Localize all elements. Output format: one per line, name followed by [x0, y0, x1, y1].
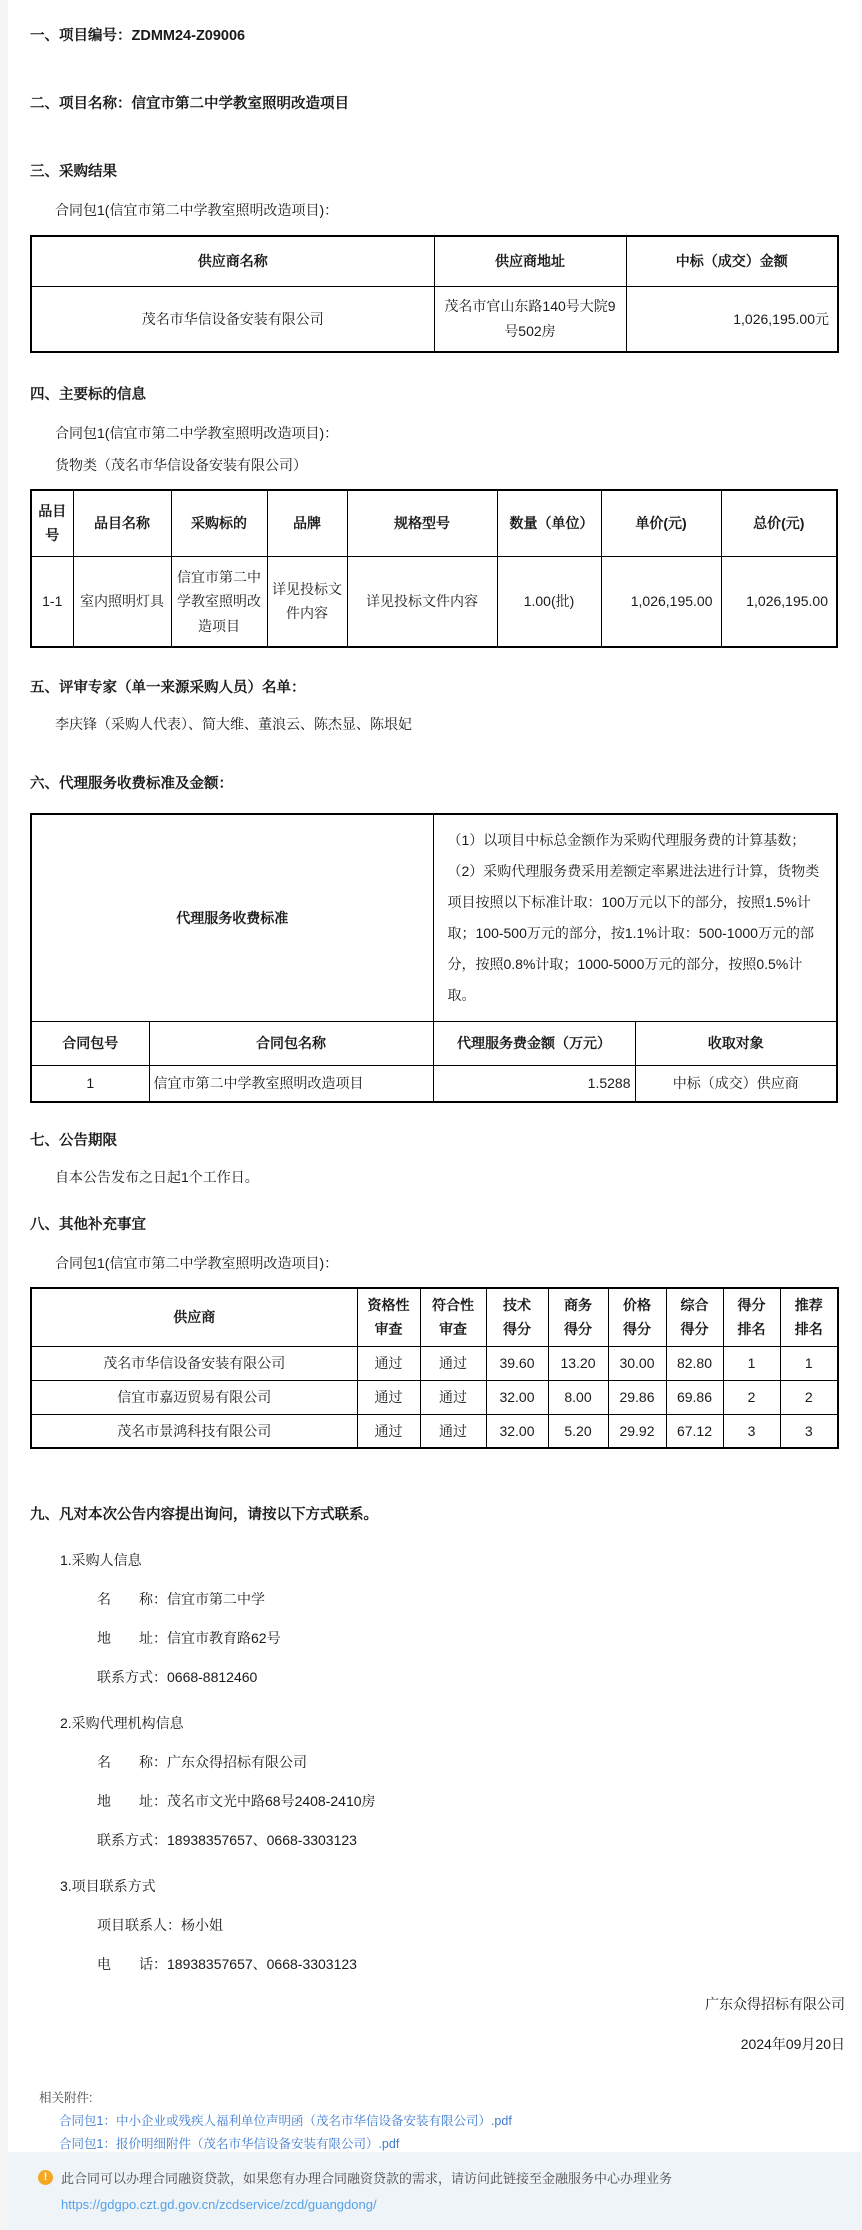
signature-company: 广东众得招标有限公司	[705, 1996, 845, 2012]
fee-payer-cell: 中标（成交）供应商	[635, 1066, 837, 1102]
conformity-cell: 通过	[420, 1346, 486, 1380]
col-header-fee-amount: 代理服务费金额（万元）	[433, 1022, 635, 1066]
col-header-item-name: 品目名称	[73, 490, 171, 556]
col-header-total-price: 总价(元)	[721, 490, 837, 556]
col-header-recommend-rank: 推荐排名	[780, 1288, 838, 1347]
business-score-cell: 5.20	[548, 1414, 608, 1448]
item-name-cell: 室内照明灯具	[73, 556, 171, 647]
package-label: 合同包1(信宜市第二中学教室照明改造项目)：	[55, 1254, 339, 1271]
section-5-heading-experts: 五、评审专家（单一来源采购人员）名单：	[30, 680, 306, 696]
package-label: 合同包1(信宜市第二中学教室照明改造项目)：	[55, 425, 339, 441]
col-header-supplier: 供应商	[31, 1288, 357, 1347]
fee-amount-cell: 1.5288	[433, 1066, 635, 1102]
section-2-heading-project-name: 二、项目名称：信宜市第二中学教室照明改造项目	[30, 96, 349, 112]
attachment-link-declaration-pdf[interactable]: 合同包1：中小企业或残疾人福利单位声明函（茂名市华信设备安装有限公司）.pdf	[59, 2114, 512, 2128]
award-result-table	[30, 235, 839, 353]
col-header-conformity-review: 符合性审查	[420, 1288, 486, 1347]
supplier-name-cell: 茂名市华信设备安装有限公司	[31, 1346, 357, 1380]
total-price-cell: 1,026,195.00	[721, 556, 837, 647]
attachments-label: 相关附件:	[39, 2091, 93, 2105]
table-row	[31, 286, 838, 352]
finance-service-footer	[0, 2152, 862, 2230]
item-no-cell: 1-1	[31, 556, 73, 647]
purchaser-info-title: 1.采购人信息	[60, 1552, 142, 1568]
section-1-heading-project-number: 一、项目编号：ZDMM24-Z09006	[30, 28, 246, 44]
price-score-cell: 29.86	[608, 1380, 666, 1414]
section-6-heading-agency-fee: 六、代理服务收费标准及金额：	[30, 776, 233, 792]
col-header-package-name: 合同包名称	[149, 1022, 433, 1066]
agency-info-title: 2.采购代理机构信息	[60, 1715, 184, 1731]
agency-name: 名 称：广东众得招标有限公司	[97, 1754, 307, 1770]
qualification-cell: 通过	[357, 1346, 420, 1380]
supplier-name-cell: 信宜市嘉迈贸易有限公司	[31, 1380, 357, 1414]
section-8-heading-supplementary: 八、其他补充事宜	[30, 1216, 146, 1233]
supplier-address-cell: 茂名市官山东路140号大院9号502房	[434, 286, 626, 352]
total-score-cell: 67.12	[666, 1414, 723, 1448]
warning-icon: !	[38, 2170, 53, 2185]
col-header-fee-payer: 收取对象	[635, 1022, 837, 1066]
col-header-quantity-unit: 数量（单位）	[497, 490, 601, 556]
purchaser-name: 名 称：信宜市第二中学	[97, 1591, 265, 1607]
business-score-cell: 13.20	[548, 1346, 608, 1380]
project-contact-phone: 电 话：18938357657、0668-3303123	[97, 1956, 357, 1972]
page-left-edge	[0, 0, 8, 2230]
spec-model-cell: 详见投标文件内容	[347, 556, 497, 647]
brand-cell: 详见投标文件内容	[267, 556, 347, 647]
supplier-name-cell: 茂名市景鸿科技有限公司	[31, 1414, 357, 1448]
fee-standard-text: （1）以项目中标总金额作为采购代理服务费的计算基数；（2）采购代理服务费采用差额定率累进法进行计算，货物类项目按照以下标准计取：100万元以下的部分，按照1.5%计取；100-500万元的部分，按1.1%计取：500-1000万元的部分，按照0.8%计取；1000-5000万元的部分，按照0.5%计取。	[433, 814, 837, 1022]
table-row	[31, 1380, 838, 1414]
announcement-period-text: 自本公告发布之日起1个工作日。	[55, 1168, 259, 1185]
col-header-qualification-review: 资格性审查	[357, 1288, 420, 1347]
finance-service-link[interactable]: https://gdgpo.czt.gd.gov.cn/zcdservice/zcd/guangdong/	[61, 2197, 377, 2212]
table-row	[31, 1066, 837, 1102]
agency-fee-table	[30, 813, 838, 1103]
col-header-score-rank: 得分排名	[723, 1288, 780, 1347]
recommend-rank-cell: 2	[780, 1380, 838, 1414]
score-rank-cell: 1	[723, 1346, 780, 1380]
price-score-cell: 30.00	[608, 1346, 666, 1380]
package-label: 合同包1(信宜市第二中学教室照明改造项目)：	[55, 202, 339, 218]
goods-category-label: 货物类（茂名市华信设备安装有限公司）	[55, 457, 307, 473]
total-score-cell: 82.80	[666, 1346, 723, 1380]
business-score-cell: 8.00	[548, 1380, 608, 1414]
qualification-cell: 通过	[357, 1380, 420, 1414]
col-header-procurement-target: 采购标的	[171, 490, 267, 556]
technical-score-cell: 32.00	[486, 1414, 548, 1448]
attachments-block	[9, 2088, 845, 2152]
table-row	[31, 1346, 838, 1380]
evaluation-score-table	[30, 1287, 839, 1450]
agency-address: 地 址：茂名市文光中路68号2408-2410房	[97, 1793, 376, 1809]
recommend-rank-cell: 3	[780, 1414, 838, 1448]
conformity-cell: 通过	[420, 1414, 486, 1448]
col-header-technical-score: 技术得分	[486, 1288, 548, 1347]
expert-names: 李庆锋（采购人代表）、简大维、董浪云、陈杰显、陈垠妃	[55, 716, 412, 732]
qualification-cell: 通过	[357, 1414, 420, 1448]
bid-items-table	[30, 489, 838, 648]
section-9-heading-contact: 九、凡对本次公告内容提出询问，请按以下方式联系。	[30, 1507, 378, 1523]
col-header-price-score: 价格得分	[608, 1288, 666, 1347]
award-amount-cell: 1,026,195.00元	[626, 286, 838, 352]
col-header-business-score: 商务得分	[548, 1288, 608, 1347]
col-header-brand: 品牌	[267, 490, 347, 556]
col-header-supplier-address: 供应商地址	[434, 236, 626, 286]
score-rank-cell: 3	[723, 1414, 780, 1448]
technical-score-cell: 39.60	[486, 1346, 548, 1380]
procurement-target-cell: 信宜市第二中学教室照明改造项目	[171, 556, 267, 647]
col-header-unit-price: 单价(元)	[601, 490, 721, 556]
signature-date: 2024年09月20日	[740, 2036, 845, 2052]
supplier-name-cell: 茂名市华信设备安装有限公司	[31, 286, 434, 352]
col-header-total-score: 综合得分	[666, 1288, 723, 1347]
recommend-rank-cell: 1	[780, 1346, 838, 1380]
technical-score-cell: 32.00	[486, 1380, 548, 1414]
score-rank-cell: 2	[723, 1380, 780, 1414]
attachment-link-quotation-pdf[interactable]: 合同包1：报价明细附件（茂名市华信设备安装有限公司）.pdf	[59, 2137, 400, 2151]
section-7-heading-announcement-period: 七、公告期限	[30, 1132, 117, 1149]
package-no-cell: 1	[31, 1066, 149, 1102]
purchaser-contact: 联系方式：0668-8812460	[97, 1669, 258, 1685]
price-score-cell: 29.92	[608, 1414, 666, 1448]
col-header-award-amount: 中标（成交）金额	[626, 236, 838, 286]
finance-notice-text: 此合同可以办理合同融资贷款，如果您有办理合同融资贷款的需求，请访问此链接至金融服务中心办理业务	[61, 2171, 673, 2186]
purchaser-address: 地 址：信宜市教育路62号	[97, 1630, 281, 1646]
col-header-item-no: 品目号	[31, 490, 73, 556]
col-header-supplier-name: 供应商名称	[31, 236, 434, 286]
table-row	[31, 556, 837, 647]
unit-price-cell: 1,026,195.00	[601, 556, 721, 647]
project-contact-person: 项目联系人：杨小姐	[97, 1917, 223, 1933]
section-3-heading-procurement-result: 三、采购结果	[30, 164, 117, 180]
agency-contact: 联系方式：18938357657、0668-3303123	[97, 1832, 357, 1848]
col-header-package-no: 合同包号	[31, 1022, 149, 1066]
package-name-cell: 信宜市第二中学教室照明改造项目	[149, 1066, 433, 1102]
quantity-cell: 1.00(批)	[497, 556, 601, 647]
table-row	[31, 1414, 838, 1448]
total-score-cell: 69.86	[666, 1380, 723, 1414]
col-header-spec-model: 规格型号	[347, 490, 497, 556]
project-contact-title: 3.项目联系方式	[60, 1878, 156, 1894]
section-4-heading-bid-items: 四、主要标的信息	[30, 387, 146, 403]
fee-standard-label: 代理服务收费标准	[31, 814, 433, 1022]
conformity-cell: 通过	[420, 1380, 486, 1414]
